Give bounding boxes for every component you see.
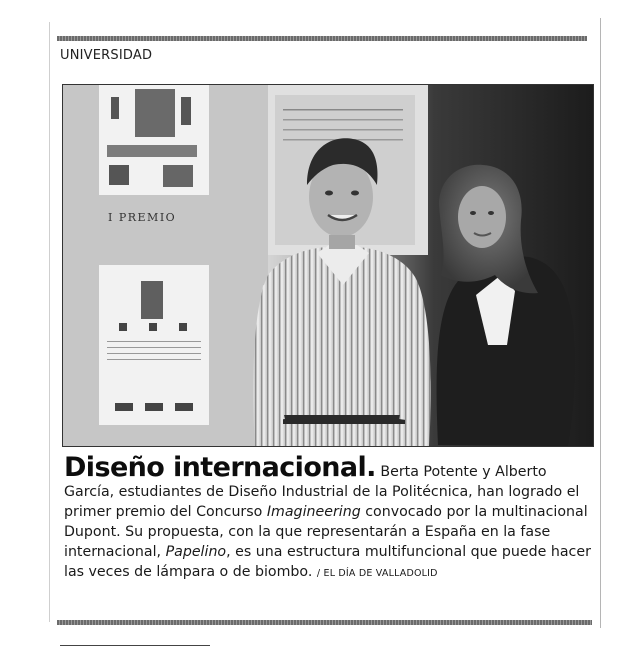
poster-label: I PREMIO — [108, 211, 177, 224]
top-rule — [57, 36, 587, 41]
clipping-edge-left — [49, 22, 50, 622]
source-credit: / EL DÍA DE VALLADOLID — [316, 568, 438, 579]
section-label: UNIVERSIDAD — [60, 48, 153, 63]
clipping-edge-right — [600, 18, 601, 628]
article-photo — [62, 84, 594, 447]
project-name: Papelino — [165, 544, 227, 560]
man-belt — [283, 415, 405, 424]
bottom-stub-rule — [60, 645, 210, 646]
contest-name: Imagineering — [266, 504, 361, 520]
article-caption — [64, 452, 594, 584]
bottom-rule — [57, 620, 592, 625]
headline: Diseño internacional. — [64, 452, 376, 483]
body-text-3: , es una estructura multifuncional que puede hacer las veces de lámpara o de biombo. — [64, 544, 591, 580]
body-text-2: convocado por la multinacional Dupont. Su propuesta, con la que representarán a España en la fase internacional, — [64, 504, 588, 560]
woman-face — [458, 186, 506, 248]
body-text-1: Berta Potente y Alberto García, estudiantes de Diseño Industrial de la Politécnica, han logrado el primer premio del Concurso — [64, 464, 580, 520]
